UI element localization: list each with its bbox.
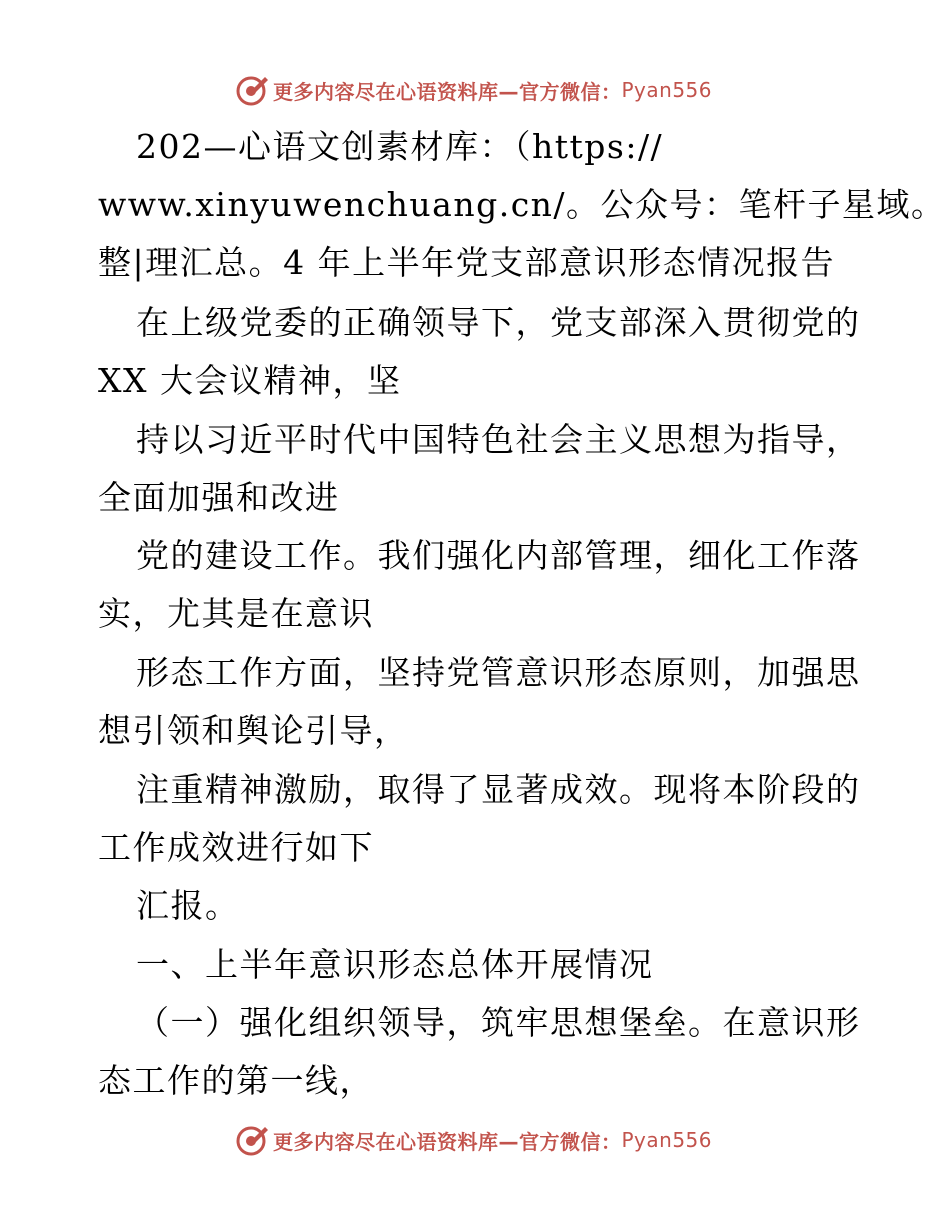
doc-line: 注重精神激励，取得了显著成效。现将本阶段的 [136, 770, 861, 809]
doc-line: XX 大会议精神，坚 [98, 361, 402, 400]
header-banner [235, 72, 712, 108]
pen-logo-icon [235, 73, 269, 107]
section-heading: 一、上半年意识形态总体开展情况 [136, 945, 654, 984]
doc-line: 持以习近平时代中国特色社会主义思想为指导， [136, 420, 861, 459]
doc-title-line: 整|理汇总。4 年上半年党支部意识形态情况报告 [98, 243, 836, 282]
doc-line: www.xinyuwenchuang.cn/。公众号：笔杆子星域。 [98, 185, 946, 224]
footer-banner-account: Pyan556 [621, 1128, 713, 1152]
doc-line: 工作成效进行如下 [98, 828, 374, 867]
doc-line: 全面加强和改进 [98, 478, 340, 517]
header-banner-text: 更多内容尽在心语资料库—官方微信： [273, 79, 622, 104]
footer-banner-text: 更多内容尽在心语资料库—官方微信： [273, 1129, 622, 1154]
doc-line: 党的建设工作。我们强化内部管理，细化工作落 [136, 536, 861, 575]
doc-line: 实，尤其是在意识 [98, 594, 374, 633]
doc-line: 汇报。 [136, 886, 240, 925]
header-banner-account: Pyan556 [621, 78, 713, 102]
doc-line: 形态工作方面，坚持党管意识形态原则，加强思 [136, 653, 861, 692]
doc-line: 想引领和舆论引导， [98, 711, 409, 750]
doc-line: 态工作的第一线， [98, 1061, 374, 1100]
doc-line: 在上级党委的正确领导下，党支部深入贯彻党的 [136, 303, 861, 342]
footer-banner [235, 1122, 712, 1158]
doc-line: 202—心语文创素材库：（https:// [136, 127, 664, 166]
pen-logo-icon [235, 1123, 269, 1157]
doc-line: （一）强化组织领导，筑牢思想堡垒。在意识形 [136, 1003, 861, 1042]
